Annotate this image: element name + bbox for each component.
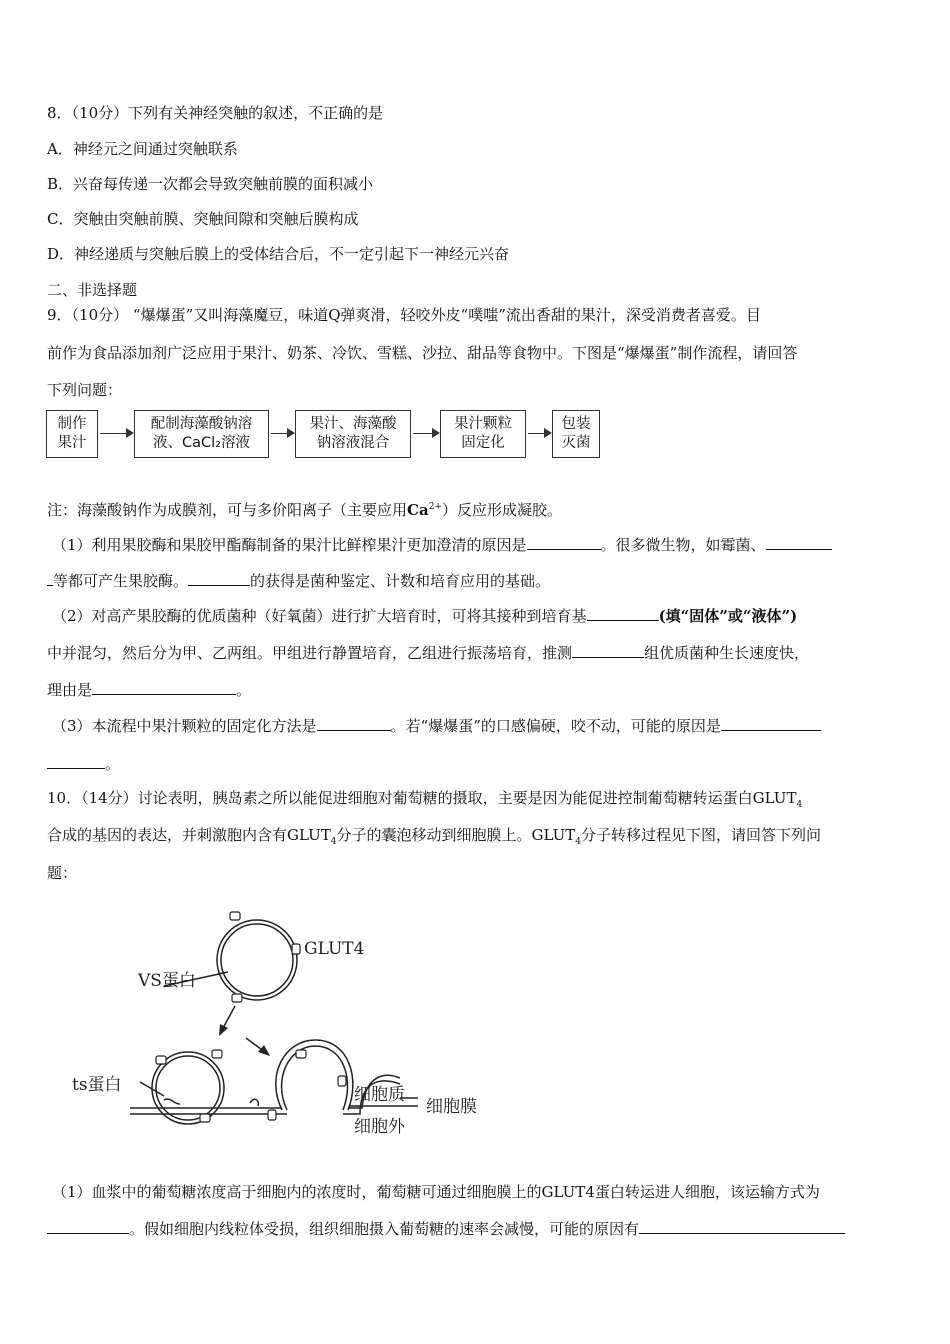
glut4-channel xyxy=(232,994,242,1002)
flow-step-4-line1: 果汁颗粒 xyxy=(454,416,512,432)
glut4-channel xyxy=(296,1050,306,1058)
ts-protein xyxy=(164,1099,180,1104)
q10-line-2-sub-b: 4 xyxy=(575,837,582,847)
q10-line-1-sub: 4 xyxy=(796,800,803,810)
q9-part2-text-f: 。 xyxy=(236,681,252,699)
q9-part3-text-c: 。 xyxy=(105,755,121,773)
ts-protein-label: ts蛋白 xyxy=(72,1075,122,1095)
q9-part3-text-a: （3）本流程中果汁颗粒的固定化方法是 xyxy=(52,717,317,735)
glut4-channel xyxy=(292,944,300,954)
glut4-transfer-diagram xyxy=(60,900,520,1150)
flow-step-5-line1: 包装 xyxy=(561,416,591,432)
cell-membrane-label: 细胞膜 xyxy=(426,1097,477,1117)
answer-blank[interactable] xyxy=(721,716,821,731)
answer-blank[interactable] xyxy=(572,643,644,658)
q9-part2-text-e: 理由是 xyxy=(47,681,93,699)
flow-step-2-line2: 液、CaCl₂溶液 xyxy=(153,435,250,451)
answer-blank[interactable] xyxy=(317,716,391,731)
q9-part1-text-b: 。很多微生物，如霉菌、 xyxy=(600,536,766,554)
flow-step-5-line2: 灭菌 xyxy=(561,435,591,451)
q9-part2-text-c: 中并混匀，然后分为甲、乙两组。甲组进行静置培育，乙组进行振荡培育，推测 xyxy=(47,644,573,662)
q9-part1-text-d: 的获得是菌种鉴定、计数和培育应用的基础。 xyxy=(250,572,551,590)
answer-blank[interactable] xyxy=(587,606,659,621)
q10-line-2 xyxy=(47,825,903,852)
q9-line-3: 下列问题： xyxy=(47,381,123,399)
flow-arrow-1 xyxy=(100,433,132,434)
flow-step-3 xyxy=(295,410,411,458)
q10-line-2-sub-a: 4 xyxy=(330,837,337,847)
answer-blank-continued[interactable] xyxy=(47,754,105,769)
flow-arrow-2 xyxy=(271,433,293,434)
glut4-channel xyxy=(338,1076,346,1086)
q10-part1-line2 xyxy=(47,1219,903,1239)
flow-step-2-line1: 配制海藻酸钠溶 xyxy=(150,416,253,432)
q9-note xyxy=(47,497,903,520)
q9-part1-text-a: （1）利用果胶酶和果胶甲酯酶制备的果汁比鲜榨果汁更加澄清的原因是 xyxy=(52,536,527,554)
flow-step-3-line2: 钠溶液混合 xyxy=(316,435,390,451)
vesicle-move-arrow-head xyxy=(219,1024,228,1036)
glut4-channel xyxy=(230,912,240,920)
q9-line-1: 9．（10分） “爆爆蛋”又叫海藻魔豆，味道Q弹爽滑，轻咬外皮“噗嗤”流出香甜的果汁，深受消费者喜爱。目 xyxy=(47,306,761,324)
glut4-label: GLUT4 xyxy=(304,939,365,959)
q9-note-ion: Ca xyxy=(407,501,429,519)
q10-line-3: 题： xyxy=(47,864,78,882)
q9-note-end: ）反应形成凝胶。 xyxy=(441,501,562,519)
q9-part3-line1 xyxy=(52,716,908,736)
q10-line-2-text-c: 分子转移过程见下图，请回答下列问 xyxy=(581,826,822,844)
q10-part1-line1: （1）血浆中的葡萄糖浓度高于细胞内的浓度时，葡萄糖可通过细胞膜上的GLUT4蛋白转运进人细胞，该运输方式为 xyxy=(52,1183,820,1201)
q9-part2-text-b: (填“固体”或“液体”) xyxy=(658,607,798,625)
answer-blank[interactable] xyxy=(47,1219,129,1234)
glut4-channel xyxy=(156,1056,166,1064)
answer-blank[interactable] xyxy=(92,680,236,695)
glut4-channel xyxy=(268,1110,276,1120)
vs-protein-label: VS蛋白 xyxy=(138,971,196,991)
answer-blank[interactable] xyxy=(527,535,601,550)
q10-line-2-text-a: 合成的基因的表达，并刺激胞内含有GLUT xyxy=(47,826,331,844)
q8-option-c: C．突触由突触前膜、突触间隙和突触后膜构成 xyxy=(47,210,359,228)
answer-blank[interactable] xyxy=(188,571,250,586)
answer-blank[interactable] xyxy=(766,535,832,550)
flow-arrow-3 xyxy=(413,433,438,434)
q8-option-b: B．兴奋每传递一次都会导致突触前膜的面积减小 xyxy=(47,175,374,193)
q9-part1-text-c: 等都可产生果胶酶。 xyxy=(53,572,189,590)
cytoplasm-label: 细胞质 xyxy=(354,1085,405,1105)
free-vesicle xyxy=(217,920,297,1000)
q10-line-2-text-b: 分子的囊泡移动到细胞膜上。GLUT xyxy=(336,826,576,844)
q8-option-a: A．神经元之间通过突触联系 xyxy=(47,140,238,158)
free-vesicle-inner xyxy=(221,924,293,996)
q9-note-ion-charge: 2+ xyxy=(428,502,442,512)
flow-step-2 xyxy=(134,410,269,458)
q9-part3-line2 xyxy=(47,754,903,774)
fusion-arrow-head xyxy=(258,1045,270,1056)
q10-part1-text-b: 。假如细胞内线粒体受损，组织细胞摄入葡萄糖的速率会减慢，可能的原因有 xyxy=(129,1220,640,1238)
flow-arrow-4 xyxy=(528,433,550,434)
section-heading: 二、非选择题 xyxy=(47,281,138,299)
q9-part1-line1 xyxy=(52,535,908,555)
answer-blank[interactable] xyxy=(639,1219,845,1234)
q9-part2-line1 xyxy=(52,606,908,626)
q9-part2-line3 xyxy=(47,680,903,700)
docking-protein xyxy=(250,1099,258,1106)
glut4-channel xyxy=(200,1114,210,1122)
q9-part2-text-a: （2）对高产果胶酶的优质菌种（好氧菌）进行扩大培育时，可将其接种到培育基 xyxy=(52,607,587,625)
flow-step-5 xyxy=(552,410,600,458)
fusing-vesicle xyxy=(276,1040,353,1110)
production-flowchart xyxy=(46,410,606,466)
q9-part1-line2 xyxy=(47,571,903,591)
q8-option-d: D．神经递质与突触后膜上的受体结合后，不一定引起下一神经元兴奋 xyxy=(47,245,510,263)
flow-step-4 xyxy=(440,410,526,458)
extracellular-label: 细胞外 xyxy=(354,1117,405,1137)
q8-stem: 8．（10分）下列有关神经突触的叙述，不正确的是 xyxy=(47,104,384,122)
q9-part2-text-d: 组优质菌种生长速度快， xyxy=(644,644,810,662)
flow-step-4-line2: 固定化 xyxy=(461,435,505,451)
q9-part3-text-b: 。若“爆爆蛋”的口感偏硬，咬不动，可能的原因是 xyxy=(390,717,721,735)
q10-line-1-text: 10．（14分）讨论表明，胰岛素之所以能促进细胞对葡萄糖的摄取，主要是因为能促进控制葡萄糖转运蛋白GLUT xyxy=(47,789,797,807)
flow-step-1-line1: 制作 xyxy=(57,416,87,432)
docking-vesicle-inner xyxy=(156,1056,220,1120)
flow-step-1 xyxy=(46,410,98,458)
glut4-channel xyxy=(212,1050,222,1058)
flow-step-3-line1: 果汁、海藻酸 xyxy=(309,416,397,432)
q9-note-text: 注：海藻酸钠作为成膜剂，可与多价阳离子（主要应用 xyxy=(47,501,408,519)
q9-line-2: 前作为食品添加剂广泛应用于果汁、奶茶、冷饮、雪糕、沙拉、甜品等食物中。下图是“爆爆蛋”制作流程，请回答 xyxy=(47,344,798,362)
flow-step-1-line2: 果汁 xyxy=(57,435,87,451)
q10-line-1 xyxy=(47,788,903,815)
q9-part2-line2 xyxy=(47,643,903,663)
